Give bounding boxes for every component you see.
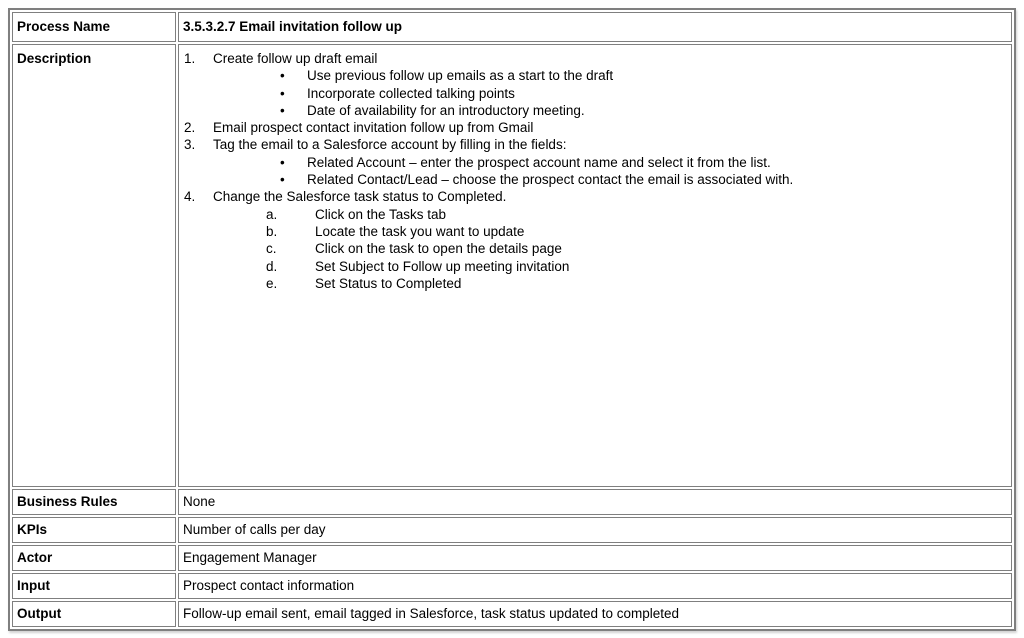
list-text: Use previous follow up emails as a start to the draft — [307, 68, 614, 84]
list-text: Set Subject to Follow up meeting invitation — [315, 258, 570, 274]
list-item — [280, 102, 1007, 119]
actor-value: Engagement Manager — [178, 545, 1012, 571]
list-item — [184, 188, 1007, 205]
list-text: Locate the task you want to update — [315, 223, 525, 239]
table-row-process-name — [12, 12, 1012, 42]
table-row-business-rules — [12, 489, 1012, 515]
bullet-icon: • — [280, 172, 285, 188]
output-label: Output — [12, 601, 176, 627]
bullet-icon: • — [280, 102, 285, 118]
list-marker: 1. — [184, 51, 196, 66]
list-item — [184, 50, 1007, 67]
list-marker: 2. — [184, 120, 196, 136]
list-item — [266, 223, 1007, 240]
bullet-icon: • — [280, 68, 285, 84]
list-marker: 4. — [184, 189, 196, 205]
actor-label: Actor — [12, 545, 176, 571]
list-text: Incorporate collected talking points — [307, 85, 515, 101]
kpis-label: KPIs — [12, 517, 176, 543]
list-marker: a. — [266, 206, 278, 222]
list-text: Date of availability for an introductory meeting. — [307, 102, 585, 118]
list-item — [184, 136, 1007, 153]
list-item — [266, 275, 1007, 292]
kpis-value: Number of calls per day — [178, 517, 1012, 543]
business-rules-label: Business Rules — [12, 489, 176, 515]
output-value: Follow-up email sent, email tagged in Salesforce, task status updated to completed — [178, 601, 1012, 627]
list-item — [184, 119, 1007, 136]
list-item — [280, 154, 1007, 171]
table-row-actor — [12, 545, 1012, 571]
list-text: Click on the task to open the details page — [315, 241, 562, 257]
list-text: Email prospect contact invitation follow up from Gmail — [213, 120, 534, 136]
description-value — [178, 44, 1012, 487]
list-item — [280, 171, 1007, 188]
list-text: Change the Salesforce task status to Completed. — [213, 189, 507, 205]
list-marker: e. — [266, 275, 278, 291]
list-item — [266, 206, 1007, 223]
list-marker: 3. — [184, 137, 196, 153]
list-item — [280, 85, 1007, 102]
description-list — [183, 50, 1007, 292]
list-text: Create follow up draft email — [213, 51, 378, 66]
process-name-label: Process Name — [12, 12, 176, 42]
bullet-icon: • — [280, 154, 285, 170]
list-item — [280, 67, 1007, 84]
list-text: Click on the Tasks tab — [315, 206, 447, 222]
list-text: Related Contact/Lead – choose the prospect contact the email is associated with. — [307, 172, 794, 188]
list-marker: c. — [266, 241, 277, 257]
bullet-icon: • — [280, 85, 285, 101]
list-text: Tag the email to a Salesforce account by filling in the fields: — [213, 137, 567, 153]
table-row-kpis — [12, 517, 1012, 543]
input-value: Prospect contact information — [178, 573, 1012, 599]
table-row-input — [12, 573, 1012, 599]
list-text: Related Account – enter the prospect account name and select it from the list. — [307, 154, 771, 170]
list-marker: d. — [266, 258, 278, 274]
table-row-description — [12, 44, 1012, 487]
input-label: Input — [12, 573, 176, 599]
process-table — [8, 8, 1016, 631]
business-rules-value: None — [178, 489, 1012, 515]
list-text: Set Status to Completed — [315, 275, 462, 291]
list-marker: b. — [266, 223, 278, 239]
list-item — [266, 258, 1007, 275]
table-row-output — [12, 601, 1012, 627]
list-item — [266, 240, 1007, 257]
process-name-value: 3.5.3.2.7 Email invitation follow up — [178, 12, 1012, 42]
description-label: Description — [12, 44, 176, 487]
